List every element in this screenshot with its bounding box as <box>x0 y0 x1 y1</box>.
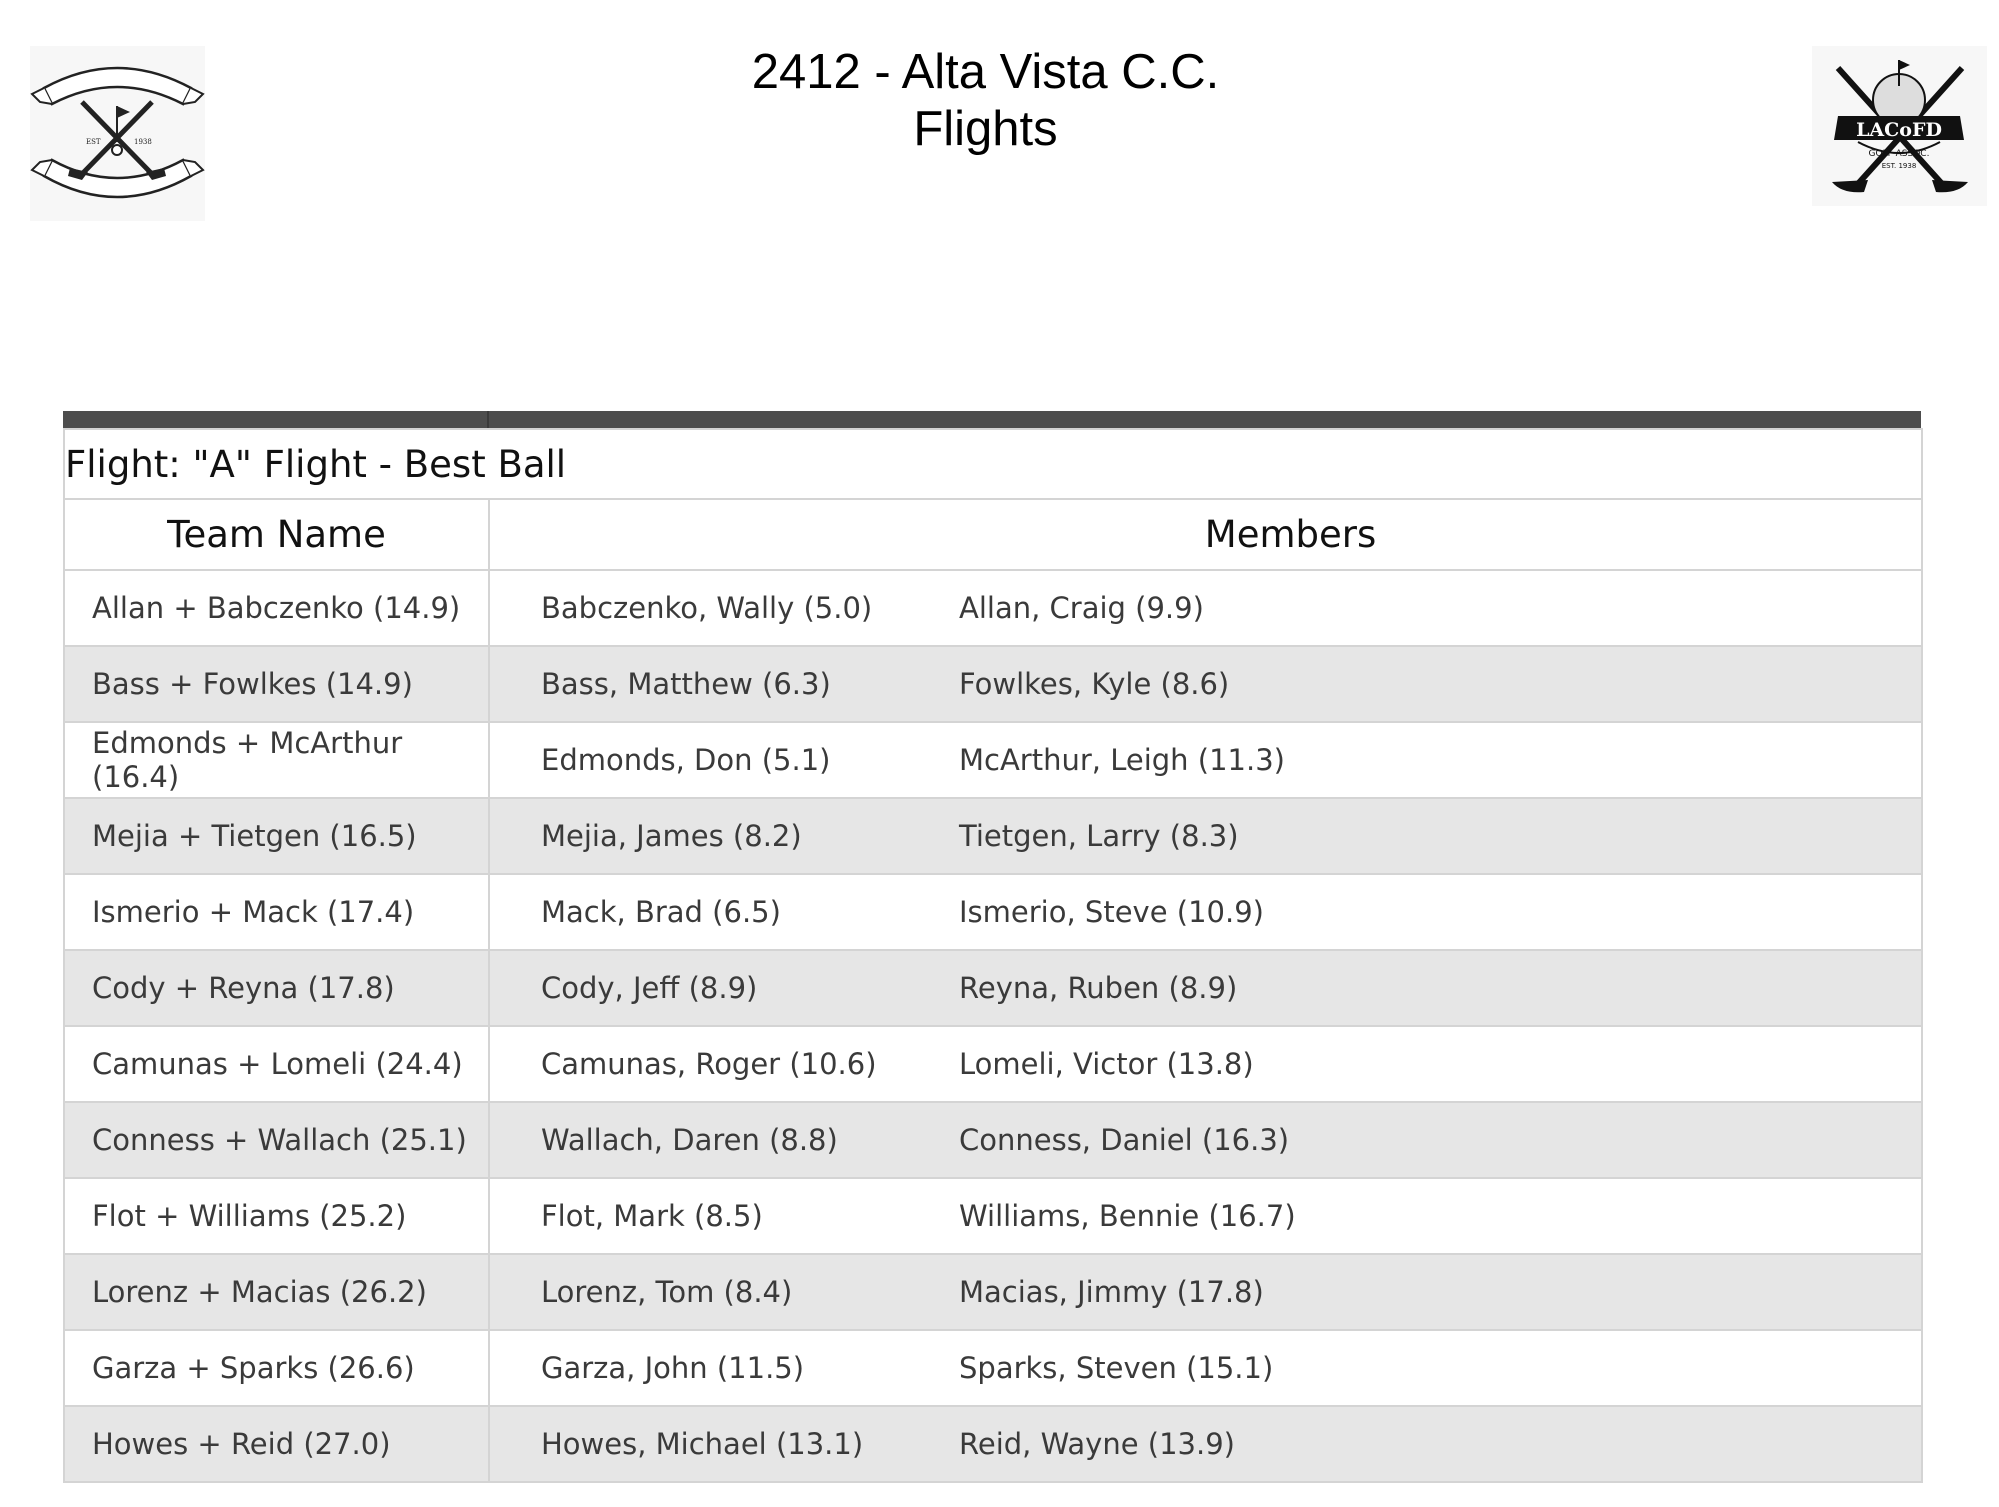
team-name-cell: Edmonds + McArthur (16.4) <box>64 722 489 798</box>
table-row <box>64 646 1922 722</box>
team-name-cell: Flot + Williams (25.2) <box>64 1178 489 1254</box>
team-name-header: Team Name <box>64 499 489 570</box>
members-cell <box>489 722 1922 798</box>
team-name-cell: Bass + Fowlkes (14.9) <box>64 646 489 722</box>
member-1: Cody, Jeff (8.9) <box>541 971 758 1005</box>
member-1: Howes, Michael (13.1) <box>541 1427 864 1461</box>
members-cell <box>489 798 1922 874</box>
member-2: Sparks, Steven (15.1) <box>959 1351 1274 1385</box>
team-name-cell: Lorenz + Macias (26.2) <box>64 1254 489 1330</box>
members-cell <box>489 1102 1922 1178</box>
logo-banner-text: LACoFD <box>1856 119 1942 141</box>
member-2: Fowlkes, Kyle (8.6) <box>959 667 1230 701</box>
member-1: Flot, Mark (8.5) <box>541 1199 763 1233</box>
member-1: Camunas, Roger (10.6) <box>541 1047 877 1081</box>
member-2: Lomeli, Victor (13.8) <box>959 1047 1254 1081</box>
table-row <box>64 1330 1922 1406</box>
flights-table <box>63 428 1923 1483</box>
member-2: McArthur, Leigh (11.3) <box>959 743 1285 777</box>
page-title <box>0 44 1971 158</box>
flight-label: Flight: "A" Flight - Best Ball <box>64 429 1922 499</box>
member-1: Mack, Brad (6.5) <box>541 895 781 929</box>
member-2: Williams, Bennie (16.7) <box>959 1199 1296 1233</box>
members-header: Members <box>489 499 1922 570</box>
members-cell <box>489 570 1922 646</box>
member-1: Mejia, James (8.2) <box>541 819 802 853</box>
title-line-2: Flights <box>913 102 1058 156</box>
member-1: Lorenz, Tom (8.4) <box>541 1275 793 1309</box>
table-row <box>64 874 1922 950</box>
column-header-row <box>64 499 1922 570</box>
members-cell <box>489 1330 1922 1406</box>
member-2: Allan, Craig (9.9) <box>959 591 1204 625</box>
lacofd-golf-logo <box>1812 46 1987 206</box>
logo-est-text: EST. 1938 <box>1881 162 1917 170</box>
team-name-cell: Garza + Sparks (26.6) <box>64 1330 489 1406</box>
team-name-cell: Ismerio + Mack (17.4) <box>64 874 489 950</box>
members-cell <box>489 1026 1922 1102</box>
table-row <box>64 1178 1922 1254</box>
logo-sub-text: GOLF ASSOC. <box>1868 149 1930 159</box>
logo-est-right: 1938 <box>134 138 152 146</box>
flight-rows <box>64 570 1922 1482</box>
member-1: Garza, John (11.5) <box>541 1351 805 1385</box>
member-1: Bass, Matthew (6.3) <box>541 667 831 701</box>
member-1: Babczenko, Wally (5.0) <box>541 591 873 625</box>
table-row <box>64 950 1922 1026</box>
team-name-cell: Howes + Reid (27.0) <box>64 1406 489 1482</box>
members-cell <box>489 950 1922 1026</box>
team-name-cell: Conness + Wallach (25.1) <box>64 1102 489 1178</box>
members-cell <box>489 1406 1922 1482</box>
team-name-cell: Allan + Babczenko (14.9) <box>64 570 489 646</box>
team-name-cell: Mejia + Tietgen (16.5) <box>64 798 489 874</box>
table-row <box>64 570 1922 646</box>
member-1: Edmonds, Don (5.1) <box>541 743 831 777</box>
member-2: Conness, Daniel (16.3) <box>959 1123 1290 1157</box>
table-row <box>64 798 1922 874</box>
table-row <box>64 1406 1922 1482</box>
flights-table-container <box>63 411 1921 1483</box>
member-2: Reid, Wayne (13.9) <box>959 1427 1235 1461</box>
member-2: Ismerio, Steve (10.9) <box>959 895 1264 929</box>
team-name-cell: Camunas + Lomeli (24.4) <box>64 1026 489 1102</box>
member-2: Tietgen, Larry (8.3) <box>959 819 1239 853</box>
members-cell <box>489 874 1922 950</box>
table-row <box>64 722 1922 798</box>
team-name-cell: Cody + Reyna (17.8) <box>64 950 489 1026</box>
members-cell <box>489 1178 1922 1254</box>
members-cell <box>489 646 1922 722</box>
members-cell <box>489 1254 1922 1330</box>
flight-header-row <box>64 429 1922 499</box>
table-row <box>64 1254 1922 1330</box>
member-2: Reyna, Ruben (8.9) <box>959 971 1238 1005</box>
table-top-bar <box>63 411 1921 428</box>
title-line-1: 2412 - Alta Vista C.C. <box>751 45 1220 99</box>
member-1: Wallach, Daren (8.8) <box>541 1123 838 1157</box>
table-row <box>64 1102 1922 1178</box>
logo-est-left: EST <box>86 138 101 146</box>
member-2: Macias, Jimmy (17.8) <box>959 1275 1264 1309</box>
table-row <box>64 1026 1922 1102</box>
